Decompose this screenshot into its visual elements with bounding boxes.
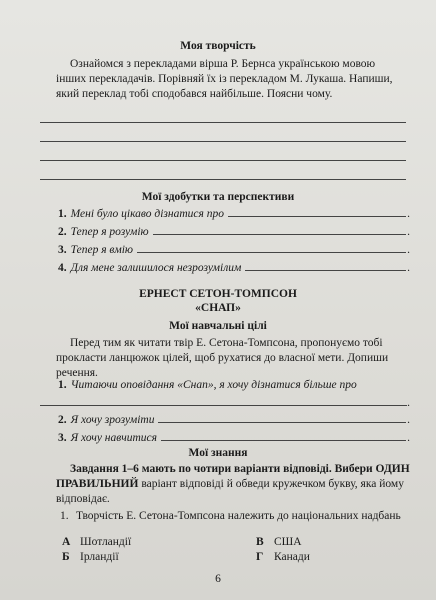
- item-number: 1.: [58, 379, 67, 391]
- goal-item: [58, 429, 410, 444]
- author-name: ЕРНЕСТ СЕТОН-ТОМПСОН: [139, 288, 297, 300]
- item-label: Читаючи оповідання «Снап», я хочу дізнатися більше про: [70, 379, 357, 391]
- item-number: 3.: [58, 244, 67, 256]
- achievement-item: [58, 259, 410, 274]
- instruction-lead: Завдання 1–6 мають по чотири варіанти відповіді. Вибери: [70, 463, 373, 475]
- item-label: Я хочу зрозуміти: [70, 414, 155, 426]
- achievement-item: [58, 241, 410, 256]
- option-text: США: [274, 536, 302, 548]
- option-text: Канади: [274, 551, 310, 563]
- answer-blank[interactable]: [40, 405, 407, 406]
- item-label: Мені було цікаво дізнатися про: [70, 208, 224, 220]
- achievement-item: [58, 205, 410, 220]
- item-end: .: [407, 397, 410, 409]
- goals-title: Мої навчальні цілі: [169, 320, 267, 332]
- answer-line[interactable]: [40, 160, 406, 161]
- option-letter: Б: [62, 551, 70, 563]
- knowledge-instruction: [56, 462, 410, 507]
- option-text: Ірландії: [80, 551, 119, 563]
- answer-option-b[interactable]: [62, 551, 119, 563]
- item-end: .: [407, 414, 410, 426]
- question-text: Творчість Е. Сетона-Томпсона належить до національних надбань: [76, 510, 401, 522]
- item-number: 2.: [58, 414, 67, 426]
- item-label: Я хочу навчитися: [70, 432, 157, 444]
- goal-item: [58, 411, 410, 426]
- work-title: «СНАП»: [195, 302, 241, 314]
- item-label: Для мене залишилося незрозумілим: [70, 262, 242, 274]
- item-number: 3.: [58, 432, 67, 444]
- item-number: 2.: [58, 226, 67, 238]
- item-number: 4.: [58, 262, 67, 274]
- answer-option-d[interactable]: [256, 551, 310, 563]
- answer-option-c[interactable]: [256, 536, 302, 548]
- answer-line[interactable]: [40, 179, 406, 180]
- page-number: 6: [215, 573, 221, 585]
- item-end: .: [407, 226, 410, 238]
- option-letter: Г: [256, 551, 264, 563]
- answer-blank[interactable]: [158, 422, 406, 423]
- question-number: 1.: [60, 510, 69, 522]
- answer-blank[interactable]: [245, 270, 406, 271]
- option-text: Шотландії: [80, 536, 132, 548]
- goal-item: [58, 376, 410, 391]
- option-letter: В: [256, 536, 264, 548]
- goal-item-continuation: [40, 394, 410, 409]
- knowledge-title: Мої знання: [188, 447, 248, 459]
- answer-line[interactable]: [40, 122, 406, 123]
- item-end: .: [407, 432, 410, 444]
- item-end: .: [407, 262, 410, 274]
- instruction-caps: ОДИН ПРАВИЛЬНИЙ: [56, 463, 410, 490]
- goals-text: Перед тим як читати твір Е. Сетона-Томпсона, пропонуємо тобі прокласти ланцюжок цілей, щоб рухатися до власної мети. Допиши речення.: [56, 337, 389, 379]
- item-label: Тепер я розумію: [70, 226, 149, 238]
- answer-option-a[interactable]: [62, 536, 131, 548]
- achievement-item: [58, 223, 410, 238]
- option-letter: А: [62, 536, 71, 548]
- instruction-rest: варіант відповіді й обведи кружечком букву, яка йому відповідає.: [56, 478, 404, 505]
- creative-title: Моя творчість: [180, 40, 256, 52]
- question-1: [56, 509, 410, 524]
- answer-blank[interactable]: [161, 440, 406, 441]
- answer-line[interactable]: [40, 141, 406, 142]
- achievements-title: Мої здобутки та перспективи: [141, 191, 295, 203]
- answer-blank[interactable]: [228, 216, 406, 217]
- item-end: .: [407, 244, 410, 256]
- answer-blank[interactable]: [153, 234, 406, 235]
- answer-blank[interactable]: [137, 252, 406, 253]
- item-number: 1.: [58, 208, 67, 220]
- item-end: .: [407, 208, 410, 220]
- creative-text: Ознайомся з перекладами вірша Р. Бернса українською мовою інших перекладачів. Порівняй їх із перекладом М. Лукаша. Напиши, який переклад тобі сподобався найбільше. Поясни чому.: [56, 58, 393, 100]
- item-label: Тепер я вмію: [70, 244, 134, 256]
